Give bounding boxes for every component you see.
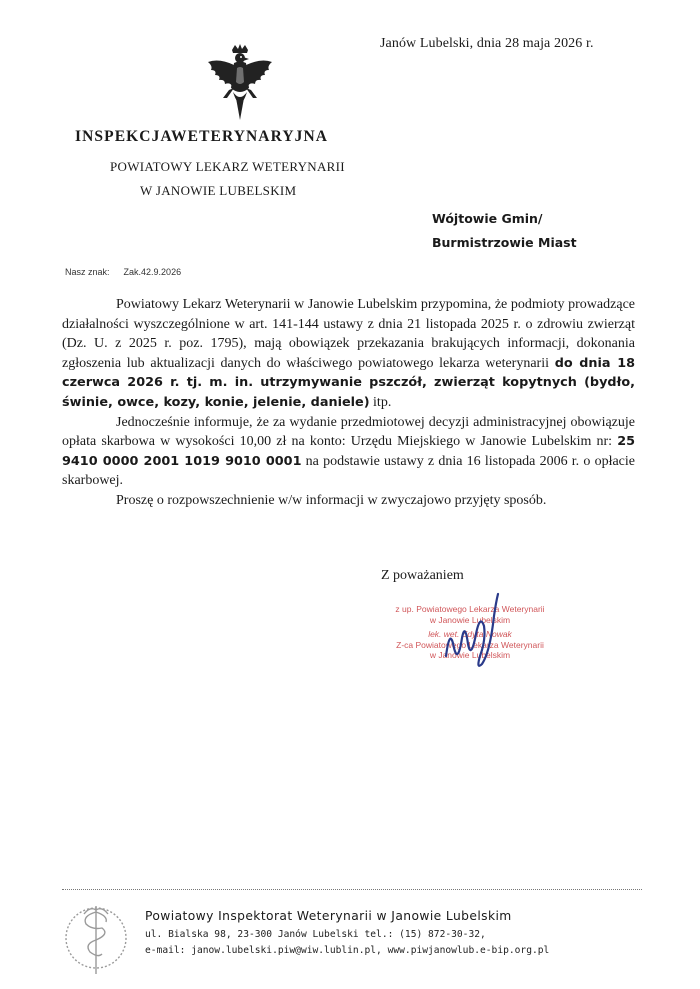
paragraph-1-end: itp. — [369, 394, 392, 410]
office-name-line1: POWIATOWY LEKARZ WETERYNARII — [110, 159, 345, 174]
bank-account-number: 25 9410 0000 2001 1019 9010 0001 — [62, 434, 635, 469]
footer-title: Powiatowy Inspektorat Weterynarii w Janowie Lubelskim — [145, 909, 512, 923]
stamp-line3: lek. wet. Edyta Nowak — [428, 629, 512, 639]
paragraph-1 — [62, 295, 635, 413]
reference-number — [65, 267, 181, 277]
footer-contact: e-mail: janow.lubelski.piw@wiw.lublin.pl, www.piwjanowlub.e-bip.org.pl — [145, 945, 550, 956]
footer-address: ul. Bialska 98, 23-300 Janów Lubelski tel.: (15) 872-30-32, — [145, 929, 486, 940]
addressee-line1: Wójtowie Gmin/ — [432, 211, 543, 226]
place-date: Janów Lubelski, dnia 28 maja 2026 r. — [380, 36, 594, 51]
handwritten-signature — [438, 586, 508, 676]
paragraph-2-text: Jednocześnie informuje, że za wydanie przedmiotowej decyzji administracyjnej obowiązuje opłata skarbowa w wysokości 10,00 zł na konto: Urzędu Miejskiego w Janowie Lubelskim nr: — [62, 414, 635, 450]
polish-eagle-icon — [205, 44, 275, 122]
paragraph-2-end: na podstawie ustawy z dnia 16 listopada 2006 r. o opłacie skarbowej. — [62, 453, 635, 489]
stamp-line2: w Janowie Lubelskim — [429, 614, 511, 625]
stamp-line4: Z-ca Powiatowego Lekarza Weterynarii — [396, 639, 544, 650]
reference-value: Zak.42.9.2026 — [123, 267, 182, 277]
caduceus-emblem-icon — [62, 898, 130, 980]
deadline-bold: do dnia 18 czerwca 2026 r. tj. m. in. utrzymywanie pszczół, zwierząt kopytnych (bydło, świnie, owce, kozy, konie, jelenie, daniele) — [62, 355, 636, 410]
stamp-line1: z up. Powiatowego Lekarza Weterynarii — [395, 604, 545, 614]
closing-salutation: Z poważaniem — [381, 568, 464, 583]
paragraph-2 — [62, 413, 635, 491]
reference-label: Nasz znak: — [65, 267, 110, 277]
office-name-line2: W JANOWIE LUBELSKIM — [140, 183, 297, 198]
paragraph-1-text: Powiatowy Lekarz Weterynarii w Janowie Lubelskim przypomina, że podmioty prowadzące działalności wyszczególnione w art. 141-144 ustawy z dnia 21 listopada 2025 r. o zdrowiu zwierząt (Dz. U. z 2025 r. poz. 1795), mają obowiązek przekazania brakujących informacji, dokonania zgłoszenia lub aktualizacji danych do właściwego powiatowego lekarza weterynarii — [62, 297, 635, 371]
footer-divider — [62, 889, 642, 890]
stamp-line5: w Janowie Lubelskim — [429, 650, 511, 660]
letter-body — [62, 295, 635, 511]
paragraph-3: Proszę o rozpowszechnienie w/w informacji w zwyczajowo przyjęty sposób. — [116, 492, 547, 508]
institution-title: INSPEKCJAWETERYNARYJNA — [75, 128, 329, 145]
addressee-line2: Burmistrzowie Miast — [432, 235, 577, 250]
